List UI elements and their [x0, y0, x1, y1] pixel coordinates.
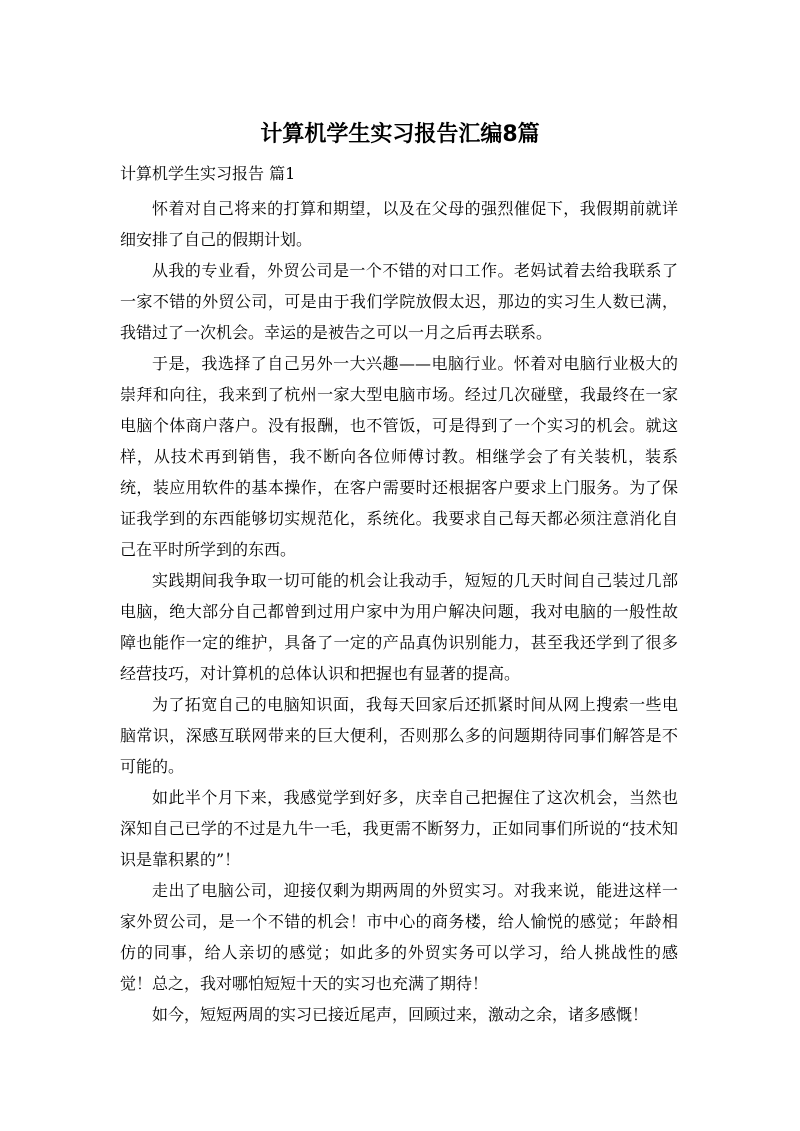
paragraph: 如今，短短两周的实习已接近尾声，回顾过来，激动之余，诸多感慨！ — [152, 1005, 649, 1024]
paragraph: 为了拓宽自己的电脑知识面，我每天回家后还抓紧时间从网上搜索一些电脑常识，深感互联网带来的巨大便利，否则那么多的问题期待同事们解答是不可能的。 — [120, 695, 678, 776]
paragraph: 从我的专业看，外贸公司是一个不错的对口工作。老妈试着去给我联系了一家不错的外贸公司，可是由于我们学院放假太迟，那边的实习生人数已满，我错过了一次机会。幸运的是被告之可以一月之后再去联系。 — [120, 261, 678, 342]
paragraph: 走出了电脑公司，迎接仅剩为期两周的外贸实习。对我来说，能进这样一家外贸公司，是一个不错的机会！市中心的商务楼，给人愉悦的感觉；年龄相仿的同事，给人亲切的感觉；如此多的外贸实务可以学习，给人挑战性的感觉！总之，我对哪怕短短十天的实习也充满了期待！ — [120, 881, 678, 993]
paragraph: 怀着对自己将来的打算和期望，以及在父母的强烈催促下，我假期前就详细安排了自己的假期计划。 — [120, 199, 678, 249]
paragraph: 于是，我选择了自己另外一大兴趣——电脑行业。怀着对电脑行业极大的崇拜和向往，我来到了杭州一家大型电脑市场。经过几次碰壁，我最终在一家电脑个体商户落户。没有报酬，也不管饭，可是得到了一个实习的机会。就这样，从技术再到销售，我不断向各位师傅讨教。相继学会了有关装机，装系统，装应用软件的基本操作，在客户需要时还根据客户要求上门服务。为了保证我学到的东西能够切实规范化，系统化。我要求自己每天都必须注意消化自己在平时所学到的东西。 — [120, 354, 678, 559]
paragraph: 实践期间我争取一切可能的机会让我动手，短短的几天时间自己装过几部电脑，绝大部分自己都曾到过用户家中为用户解决问题，我对电脑的一般性故障也能作一定的维护，具备了一定的产品真伪识别能力，甚至我还学到了很多经营技巧，对计算机的总体认识和把握也有显著的提高。 — [120, 571, 678, 683]
document-title: 计算机学生实习报告汇编8篇 — [260, 122, 540, 147]
document-body — [120, 193, 678, 1030]
section-heading: 计算机学生实习报告 篇1 — [120, 164, 296, 183]
paragraph: 如此半个月下来，我感觉学到好多，庆幸自己把握住了这次机会，当然也深知自己已学的不过是九牛一毛，我更需不断努力，正如同事们所说的“技术知识是靠积累的”！ — [120, 788, 678, 869]
